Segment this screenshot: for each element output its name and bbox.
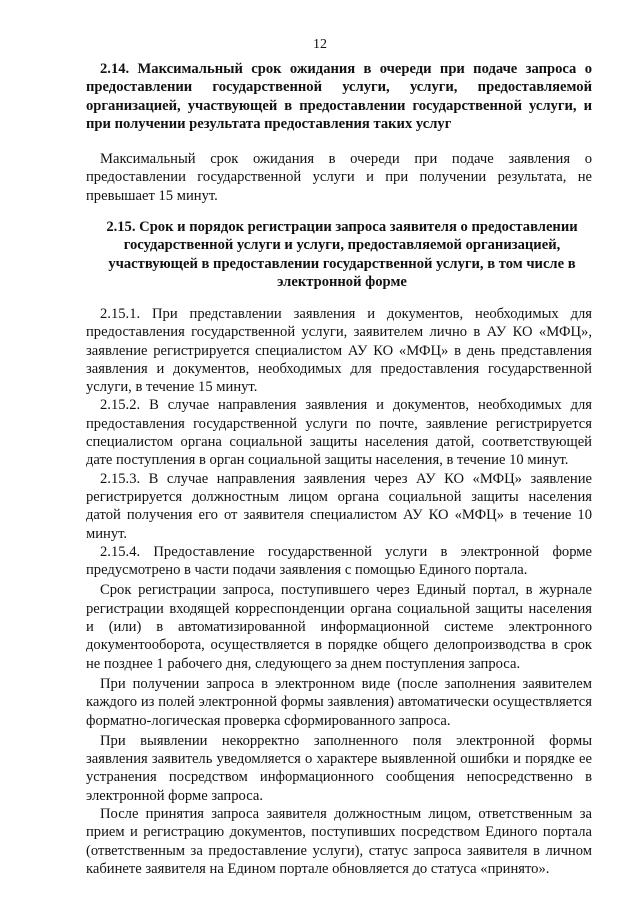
section-2-14-heading: 2.14. Максимальный срок ожидания в очереди при подаче запроса о предоставлении государственной услуги, услуги, предоставляемой организацией, участвующей в предоставлении государственной услуги, и при получении результата предоставления таких услуг	[86, 61, 592, 132]
paragraph-error-notification: При выявлении некорректно заполненного поля электронной формы заявления заявитель уведомляется о характере выявленной ошибки и порядке ее устранения посредством информационного сообщения непосредственно в электронной форме запроса.	[86, 732, 592, 804]
paragraph-2-15-4: 2.15.4. Предоставление государственной услуги в электронной форме предусмотрено в части подачи заявления с помощью Единого портала.	[86, 543, 592, 579]
page-number: 12	[313, 37, 327, 52]
section-2-15-heading: 2.15. Срок и порядок регистрации запроса заявителя о предоставлении государственной услуги и услуги, предоставляемой организацией, участвующей в предоставлении государственной услуги, в том числе в электронной форме	[106, 219, 578, 290]
paragraph-status-update: После принятия запроса заявителя должностным лицом, ответственным за прием и регистрацию документов, поступивших посредством Единого портала (ответственным за предоставление услуги), статус запроса заявителя в личном кабинете заявителя на Едином портале обновляется до статуса «принято».	[86, 806, 592, 877]
section-2-14-paragraph: Максимальный срок ожидания в очереди при подаче заявления о предоставлении государственной услуги и при получении результата, не превышает 15 минут.	[86, 151, 592, 204]
paragraph-registration-term: Срок регистрации запроса, поступившего через Единый портал, в журнале регистрации входящей корреспонденции органа социальной защиты населения и (или) в автоматизированной информационной системе электронного документооборота, осуществляется в порядке общего делопроизводства в срок не позднее 1 рабочего дня, следующего за днем поступления запроса.	[86, 582, 592, 672]
section-2-15-body	[86, 305, 592, 878]
paragraph-format-check: При получении запроса в электронном виде (после заполнения заявителем каждого из полей электронной формы заявления) автоматически осуществляется форматно-логическая проверка сформированного запроса.	[86, 675, 592, 729]
paragraph-2-15-3: 2.15.3. В случае направления заявления через АУ КО «МФЦ» заявление регистрируется должностным лицом органа социальной защиты населения датой получения его от заявителя специалистом АУ КО «МФЦ» в течение 10 минут.	[86, 470, 592, 542]
paragraph-2-15-1: 2.15.1. При представлении заявления и документов, необходимых для предоставления государственной услуги, заявителем лично в АУ КО «МФЦ», заявление регистрируется специалистом АУ КО «МФЦ» в день представления заявления и документов, необходимых для предоставления государственной услуги, в течение 15 минут.	[86, 306, 592, 396]
paragraph-2-15-2: 2.15.2. В случае направления заявления и документов, необходимых для предоставления государственной услуги по почте, заявление регистрируется специалистом органа социальной защиты населения датой, соответствующей дате поступления в орган социальной защиты населения, в течение 10 минут.	[86, 397, 592, 469]
